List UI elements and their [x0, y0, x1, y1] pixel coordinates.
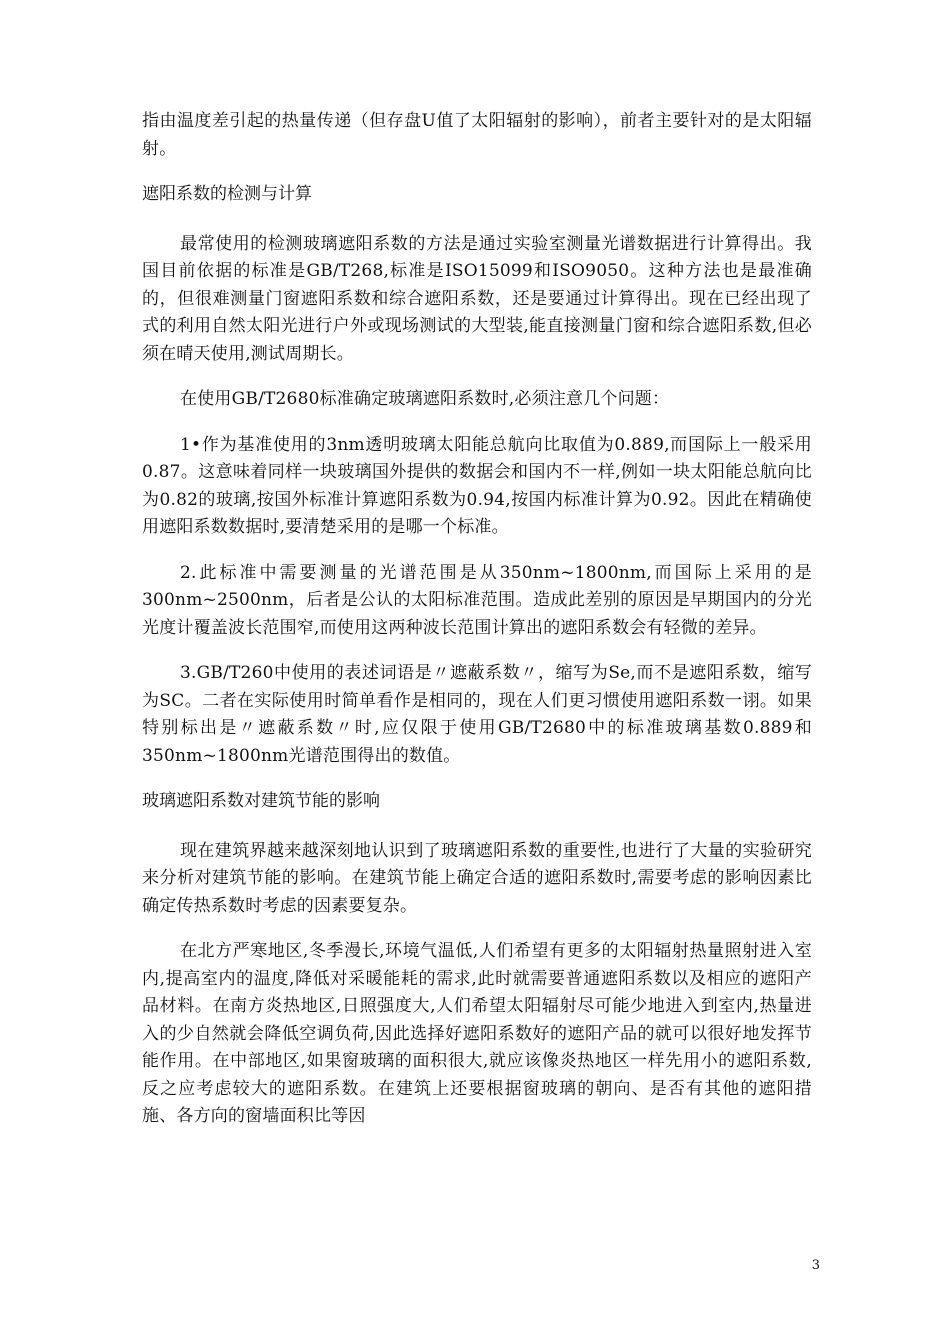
section-heading-detection: 遮阳系数的检测与计算: [142, 184, 312, 204]
paragraph-note-2: 2.此标准中需要测量的光谱范围是从350nm~1800nm,而国际上采用的是300nm~2500nm，后者是公认的太阳标准范围。造成此差别的原因是早期国内的分光光度计覆盖波长范围窄,而使用这两种波长范围计算出的遮阳系数会有轻微的差异。: [142, 562, 812, 638]
paragraph-continuation: 指由温度差引起的热量传递（但存盘U值了太阳辐射的影响），前者主要针对的是太阳辐射。: [142, 111, 812, 159]
paragraph-note-1: 1•作为基准使用的3nm透明玻璃太阳能总航向比取值为0.889,而国际上一般采用0.87。这意味着同样一块玻璃国外提供的数据会和国内不一样,例如一块太阳能总航向比为0.82的玻璃,按国外标准计算遮阳系数为0.94,按国内标准计算为0.92。因此在精确使用遮阳系数数据时,要清楚采用的是哪一个标准。: [142, 434, 812, 537]
page-number: 3: [811, 1258, 820, 1273]
section-heading-energy: 玻璃遮阳系数对建筑节能的影响: [142, 791, 380, 811]
paragraph-regional-considerations: 在北方严寒地区,冬季漫长,环境气温低,人们希望有更多的太阳辐射热量照射进入室内,提高室内的温度,降低对采暖能耗的需求,此时就需要普通遮阳系数以及相应的遮阳产品材料。在南方炎热地区,日照强度大,人们希望太阳辐射尽可能少地进入到室内,热量进入的少自然就会降低空调负荷,因此选择好遮阳系数好的遮阳产品的就可以很好地发挥节能作用。在中部地区,如果窗玻璃的面积很大,就应该像炎热地区一样先用小的遮阳系数,反之应考虑较大的遮阳系数。在建筑上还要根据窗玻璃的朝向、是否有其他的遮阳措施、各方向的窗墙面积比等因: [142, 941, 812, 1126]
document-body: [142, 108, 812, 1149]
paragraph-note-3: 3.GB/T260中使用的表述词语是〃遮蔽系数〃，缩写为Se,而不是遮阳系数，缩写为SC。二者在实际使用时简单看作是相同的，现在人们更习惯使用遮阳系数一诩。如果特别标出是〃遮蔽系数〃时,应仅限于使用GB/T2680中的标准玻璃基数0.889和350nm~1800nm光谱范围得出的数值。: [142, 663, 812, 766]
paragraph-detection-method: 最常使用的检测玻璃遮阳系数的方法是通过实验室测量光谱数据进行计算得出。我国目前依据的标准是GB/T268,标准是ISO15099和ISO9050。这种方法也是最准确的，但很难测量门窗遮阳系数和综合遮阳系数，还是要通过计算得出。现在已经出现了式的利用自然太阳光进行户外或现场测试的大型装,能直接测量门窗和综合遮阳系数,但必须在晴天使用,测试周期长。: [142, 233, 812, 364]
paragraph-standard-notes-intro: 在使用GB/T2680标准确定玻璃遮阳系数时,必须注意几个问题：: [180, 389, 670, 409]
paragraph-energy-intro: 现在建筑界越来越深刻地认识到了玻璃遮阳系数的重要性,也进行了大量的实验研究来分析对建筑节能的影响。在建筑节能上确定合适的遮阳系数时,需要考虑的影响因素比确定传热系数时考虑的因素要复杂。: [142, 840, 812, 916]
